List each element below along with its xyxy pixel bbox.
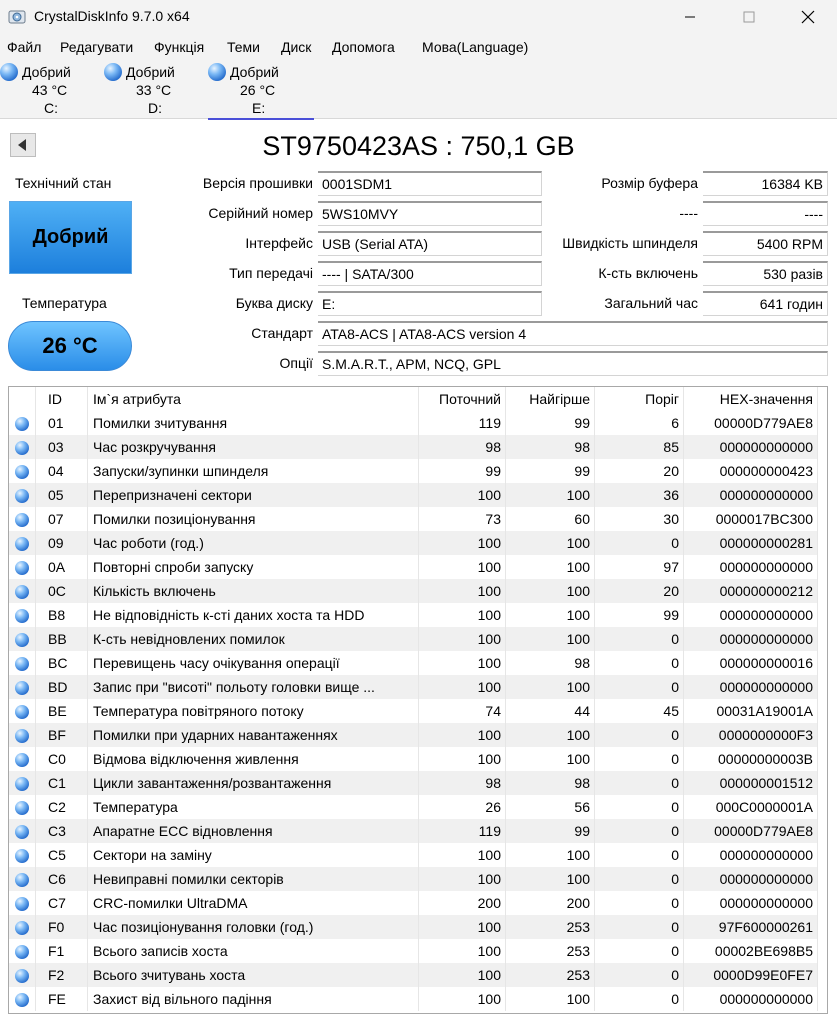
- firmware-label: Версія прошивки: [202, 175, 313, 191]
- attribute-current: 100: [419, 843, 506, 867]
- attribute-threshold: 0: [595, 915, 684, 939]
- table-row[interactable]: [9, 843, 818, 867]
- attribute-name: Запис при "висоті" польоту головки вище ...: [88, 675, 419, 699]
- attribute-id: C3: [36, 819, 88, 843]
- attribute-id: C0: [36, 747, 88, 771]
- attribute-worst: 100: [506, 579, 595, 603]
- attribute-current: 100: [419, 987, 506, 1011]
- status-cell: [9, 795, 36, 819]
- attribute-name: Температура повітряного потоку: [88, 699, 419, 723]
- health-good-icon: [15, 417, 29, 431]
- interface-field: USB (Serial ATA): [318, 231, 542, 256]
- health-good-icon: [208, 63, 226, 81]
- attribute-id: 0C: [36, 579, 88, 603]
- attribute-current: 100: [419, 675, 506, 699]
- blank-label: ----: [679, 205, 698, 221]
- drive-temp: 33 °C: [136, 82, 172, 98]
- table-row[interactable]: [9, 627, 818, 651]
- drive-letter: E:: [252, 100, 266, 116]
- blank-field: ----: [703, 201, 828, 226]
- health-good-icon: [15, 873, 29, 887]
- attribute-worst: 100: [506, 867, 595, 891]
- attribute-threshold: 6: [595, 411, 684, 435]
- table-row[interactable]: [9, 771, 818, 795]
- drive-status: Добрий: [230, 64, 279, 80]
- header-current[interactable]: Поточний: [419, 387, 506, 411]
- status-cell: [9, 435, 36, 459]
- status-cell: [9, 507, 36, 531]
- attribute-current: 100: [419, 723, 506, 747]
- attribute-current: 119: [419, 411, 506, 435]
- drive-tab-e[interactable]: [208, 62, 314, 120]
- health-good-icon: [15, 897, 29, 911]
- attribute-worst: 100: [506, 531, 595, 555]
- status-cell: [9, 747, 36, 771]
- temperature-label: Температура: [22, 295, 107, 311]
- standard-label: Стандарт: [251, 325, 313, 341]
- disk-title: ST9750423AS : 750,1 GB: [262, 131, 575, 161]
- drive-status: Добрий: [126, 64, 175, 80]
- drive-status: Добрий: [22, 64, 71, 80]
- attribute-current: 100: [419, 483, 506, 507]
- features-label: Опції: [279, 355, 313, 371]
- health-good-icon: [15, 801, 29, 815]
- status-cell: [9, 459, 36, 483]
- table-row[interactable]: [9, 411, 818, 435]
- attribute-id: 09: [36, 531, 88, 555]
- attribute-current: 100: [419, 915, 506, 939]
- attribute-id: 04: [36, 459, 88, 483]
- attribute-current: 26: [419, 795, 506, 819]
- table-row[interactable]: [9, 795, 818, 819]
- attribute-name: Всього зчитувань хоста: [88, 963, 419, 987]
- attribute-name: Запуски/зупинки шпинделя: [88, 459, 419, 483]
- attribute-id: BB: [36, 627, 88, 651]
- attribute-threshold: 45: [595, 699, 684, 723]
- attribute-worst: 200: [506, 891, 595, 915]
- status-cell: [9, 819, 36, 843]
- attribute-id: F2: [36, 963, 88, 987]
- attribute-current: 100: [419, 963, 506, 987]
- attribute-raw-hex: 000000000000: [684, 987, 818, 1011]
- attribute-id: C7: [36, 891, 88, 915]
- drive-temp: 26 °C: [240, 82, 276, 98]
- attribute-raw-hex: 000000000423: [684, 459, 818, 483]
- attribute-worst: 44: [506, 699, 595, 723]
- power-on-count-field: 530 разів: [703, 261, 828, 286]
- app-icon: [8, 8, 26, 26]
- attribute-threshold: 0: [595, 675, 684, 699]
- table-row[interactable]: [9, 723, 818, 747]
- status-cell: [9, 723, 36, 747]
- drive-letter-field: E:: [318, 291, 542, 316]
- attribute-id: B8: [36, 603, 88, 627]
- attribute-name: Всього записів хоста: [88, 939, 419, 963]
- attribute-raw-hex: 00000D779AE8: [684, 411, 818, 435]
- status-cell: [9, 579, 36, 603]
- attribute-raw-hex: 0000D99E0FE7: [684, 963, 818, 987]
- health-good-icon: [15, 633, 29, 647]
- attribute-name: Невиправні помилки секторів: [88, 867, 419, 891]
- table-row[interactable]: [9, 555, 818, 579]
- close-icon: [801, 10, 815, 24]
- menu-file[interactable]: Файл: [7, 39, 42, 55]
- attribute-id: BC: [36, 651, 88, 675]
- header-worst[interactable]: Найгірше: [506, 387, 595, 411]
- rotation-rate-field: 5400 RPM: [703, 231, 828, 256]
- attribute-worst: 100: [506, 483, 595, 507]
- table-row[interactable]: [9, 603, 818, 627]
- attribute-current: 98: [419, 435, 506, 459]
- attribute-worst: 100: [506, 675, 595, 699]
- attribute-raw-hex: 00000000003B: [684, 747, 818, 771]
- attribute-worst: 99: [506, 459, 595, 483]
- attribute-threshold: 0: [595, 963, 684, 987]
- buffer-size-field: 16384 KB: [703, 171, 828, 196]
- drive-letter: D:: [148, 100, 162, 116]
- attribute-worst: 253: [506, 939, 595, 963]
- attribute-threshold: 0: [595, 843, 684, 867]
- serial-field: 5WS10MVY: [318, 201, 542, 226]
- health-good-icon: [15, 513, 29, 527]
- attribute-raw-hex: 97F600000261: [684, 915, 818, 939]
- attribute-current: 119: [419, 819, 506, 843]
- attribute-name: Захист від вільного падіння: [88, 987, 419, 1011]
- attribute-worst: 100: [506, 627, 595, 651]
- attribute-name: Апаратне ECC відновлення: [88, 819, 419, 843]
- attribute-name: Не відповідність к-сті даних хоста та HDD: [88, 603, 419, 627]
- drive-temp: 43 °C: [32, 82, 68, 98]
- health-good-icon: [15, 993, 29, 1007]
- smart-attributes: [9, 387, 818, 1011]
- table-row[interactable]: [9, 891, 818, 915]
- health-good-icon: [15, 561, 29, 575]
- attribute-current: 99: [419, 459, 506, 483]
- status-cell: [9, 675, 36, 699]
- attribute-current: 100: [419, 939, 506, 963]
- table-row[interactable]: [9, 963, 818, 987]
- menu-language[interactable]: Мова(Language): [422, 39, 529, 55]
- attribute-id: 01: [36, 411, 88, 435]
- health-good-icon: [15, 705, 29, 719]
- interface-label: Інтерфейс: [245, 235, 313, 251]
- table-row[interactable]: [9, 675, 818, 699]
- drive-letter-label: Буква диску: [235, 295, 313, 311]
- power-on-count-label: К-сть включень: [598, 265, 698, 281]
- status-cell: [9, 891, 36, 915]
- attribute-id: F0: [36, 915, 88, 939]
- header-status[interactable]: [9, 387, 36, 411]
- attribute-current: 100: [419, 579, 506, 603]
- attribute-worst: 98: [506, 651, 595, 675]
- table-row[interactable]: [9, 531, 818, 555]
- attribute-id: FE: [36, 987, 88, 1011]
- attribute-name: К-сть невідновлених помилок: [88, 627, 419, 651]
- health-good-icon: [15, 921, 29, 935]
- attribute-current: 100: [419, 651, 506, 675]
- attribute-raw-hex: 000000000000: [684, 483, 818, 507]
- attribute-raw-hex: 0000017BC300: [684, 507, 818, 531]
- attribute-current: 98: [419, 771, 506, 795]
- attribute-threshold: 0: [595, 867, 684, 891]
- close-button[interactable]: [785, 0, 831, 34]
- table-row[interactable]: [9, 819, 818, 843]
- attribute-raw-hex: 00031A19001A: [684, 699, 818, 723]
- attribute-threshold: 0: [595, 531, 684, 555]
- header-threshold[interactable]: Поріг: [595, 387, 684, 411]
- attribute-threshold: 0: [595, 819, 684, 843]
- attribute-raw-hex: 000000000212: [684, 579, 818, 603]
- table-row[interactable]: [9, 747, 818, 771]
- temperature-badge: 26 °C: [8, 321, 132, 371]
- attribute-threshold: 0: [595, 627, 684, 651]
- attribute-name: Помилки при ударних навантаженнях: [88, 723, 419, 747]
- attribute-current: 100: [419, 555, 506, 579]
- attribute-worst: 98: [506, 771, 595, 795]
- attribute-threshold: 0: [595, 771, 684, 795]
- table-row[interactable]: [9, 699, 818, 723]
- minimize-icon: [684, 11, 696, 23]
- table-row[interactable]: [9, 915, 818, 939]
- attribute-name: Температура: [88, 795, 419, 819]
- power-on-hours-field: 641 годин: [703, 291, 828, 316]
- drive-letter: C:: [44, 100, 58, 116]
- smart-table[interactable]: [8, 386, 828, 1014]
- attribute-worst: 60: [506, 507, 595, 531]
- drive-tab-d[interactable]: [104, 62, 210, 118]
- attribute-worst: 56: [506, 795, 595, 819]
- health-good-icon: [15, 441, 29, 455]
- attribute-raw-hex: 00002BE698B5: [684, 939, 818, 963]
- menu-help[interactable]: Допомога: [332, 39, 395, 55]
- menu-edit[interactable]: Редагувати: [60, 39, 134, 55]
- attribute-worst: 100: [506, 747, 595, 771]
- status-cell: [9, 915, 36, 939]
- status-cell: [9, 987, 36, 1011]
- attribute-raw-hex: 000000000281: [684, 531, 818, 555]
- attribute-threshold: 0: [595, 987, 684, 1011]
- attribute-worst: 99: [506, 819, 595, 843]
- standard-field: ATA8-ACS | ATA8-ACS version 4: [318, 321, 828, 346]
- attribute-name: Час роботи (год.): [88, 531, 419, 555]
- attribute-threshold: 0: [595, 723, 684, 747]
- attribute-threshold: 0: [595, 891, 684, 915]
- attribute-id: C1: [36, 771, 88, 795]
- table-row[interactable]: [9, 579, 818, 603]
- attribute-worst: 100: [506, 723, 595, 747]
- drive-tab-c[interactable]: [0, 62, 106, 118]
- menu-function[interactable]: Функція: [154, 39, 205, 55]
- health-good-icon: [15, 537, 29, 551]
- health-good-icon: [15, 465, 29, 479]
- table-row[interactable]: [9, 459, 818, 483]
- attribute-raw-hex: 000000000000: [684, 603, 818, 627]
- table-row[interactable]: [9, 435, 818, 459]
- attribute-name: CRC-помилки UltraDMA: [88, 891, 419, 915]
- status-cell: [9, 531, 36, 555]
- health-good-icon: [15, 825, 29, 839]
- table-row[interactable]: [9, 867, 818, 891]
- attribute-name: Повторні спроби запуску: [88, 555, 419, 579]
- attribute-worst: 100: [506, 843, 595, 867]
- status-cell: [9, 843, 36, 867]
- status-cell: [9, 651, 36, 675]
- attribute-id: C6: [36, 867, 88, 891]
- menu-themes[interactable]: Теми: [227, 39, 260, 55]
- health-good-icon: [15, 753, 29, 767]
- attribute-worst: 99: [506, 411, 595, 435]
- attribute-worst: 100: [506, 555, 595, 579]
- health-status-button[interactable]: Добрий: [9, 201, 132, 274]
- attribute-threshold: 0: [595, 747, 684, 771]
- attribute-threshold: 0: [595, 939, 684, 963]
- attribute-raw-hex: 000000000000: [684, 891, 818, 915]
- attribute-worst: 100: [506, 603, 595, 627]
- table-row[interactable]: [9, 651, 818, 675]
- attribute-current: 100: [419, 747, 506, 771]
- status-cell: [9, 411, 36, 435]
- attribute-id: 0A: [36, 555, 88, 579]
- attribute-threshold: 20: [595, 579, 684, 603]
- rotation-rate-label: Швидкість шпинделя: [562, 235, 698, 251]
- attribute-raw-hex: 000000000000: [684, 675, 818, 699]
- attribute-id: 07: [36, 507, 88, 531]
- attribute-raw-hex: 000000000000: [684, 627, 818, 651]
- attribute-raw-hex: 0000000000F3: [684, 723, 818, 747]
- attribute-id: 05: [36, 483, 88, 507]
- attribute-id: BF: [36, 723, 88, 747]
- attribute-current: 100: [419, 531, 506, 555]
- status-cell: [9, 627, 36, 651]
- status-cell: [9, 939, 36, 963]
- health-good-icon: [0, 63, 18, 81]
- attribute-current: 100: [419, 627, 506, 651]
- health-good-icon: [15, 489, 29, 503]
- features-field: S.M.A.R.T., APM, NCQ, GPL: [318, 351, 828, 376]
- attribute-threshold: 0: [595, 795, 684, 819]
- status-cell: [9, 963, 36, 987]
- attribute-current: 73: [419, 507, 506, 531]
- status-cell: [9, 699, 36, 723]
- health-good-icon: [15, 585, 29, 599]
- attribute-id: BD: [36, 675, 88, 699]
- attribute-raw-hex: 000000000000: [684, 435, 818, 459]
- status-cell: [9, 867, 36, 891]
- attribute-id: 03: [36, 435, 88, 459]
- attribute-current: 200: [419, 891, 506, 915]
- maximize-button[interactable]: [726, 0, 772, 34]
- attribute-worst: 100: [506, 987, 595, 1011]
- attribute-raw-hex: 000C0000001A: [684, 795, 818, 819]
- header-id[interactable]: ID: [36, 387, 88, 411]
- header-raw-hex[interactable]: HEX-значення: [684, 387, 818, 411]
- status-cell: [9, 771, 36, 795]
- attribute-name: Сектори на заміну: [88, 843, 419, 867]
- status-cell: [9, 603, 36, 627]
- health-label: Технічний стан: [15, 175, 112, 191]
- attribute-raw-hex: 00000D779AE8: [684, 819, 818, 843]
- table-row[interactable]: [9, 939, 818, 963]
- table-row[interactable]: [9, 987, 818, 1011]
- table-row[interactable]: [9, 483, 818, 507]
- health-good-icon: [15, 609, 29, 623]
- health-good-icon: [15, 657, 29, 671]
- attribute-name: Час розкручування: [88, 435, 419, 459]
- attribute-threshold: 0: [595, 651, 684, 675]
- attribute-current: 74: [419, 699, 506, 723]
- attribute-name: Час позиціонування головки (год.): [88, 915, 419, 939]
- attribute-id: C5: [36, 843, 88, 867]
- attribute-worst: 253: [506, 963, 595, 987]
- attribute-raw-hex: 000000000016: [684, 651, 818, 675]
- attribute-id: C2: [36, 795, 88, 819]
- attribute-raw-hex: 000000000000: [684, 843, 818, 867]
- attribute-threshold: 36: [595, 483, 684, 507]
- serial-label: Серійний номер: [208, 205, 313, 221]
- health-good-icon: [15, 777, 29, 791]
- status-cell: [9, 555, 36, 579]
- attribute-worst: 253: [506, 915, 595, 939]
- power-on-hours-label: Загальний час: [604, 295, 698, 311]
- health-good-icon: [15, 729, 29, 743]
- attribute-raw-hex: 000000000000: [684, 555, 818, 579]
- attribute-threshold: 85: [595, 435, 684, 459]
- attribute-name: Відмова відключення живлення: [88, 747, 419, 771]
- attribute-threshold: 30: [595, 507, 684, 531]
- health-good-icon: [15, 681, 29, 695]
- attribute-name: Цикли завантаження/розвантаження: [88, 771, 419, 795]
- attribute-current: 100: [419, 603, 506, 627]
- attribute-name: Помилки позиціонування: [88, 507, 419, 531]
- table-row[interactable]: [9, 507, 818, 531]
- attribute-name: Кількість включень: [88, 579, 419, 603]
- health-good-icon: [104, 63, 122, 81]
- transfer-mode-label: Тип передачі: [229, 265, 313, 281]
- health-good-icon: [15, 969, 29, 983]
- menu-disk[interactable]: Диск: [281, 39, 312, 55]
- attribute-name: Перепризначені сектори: [88, 483, 419, 507]
- window-title: CrystalDiskInfo 9.7.0 x64: [34, 8, 190, 24]
- maximize-icon: [743, 11, 755, 23]
- attribute-id: BE: [36, 699, 88, 723]
- transfer-mode-field: ---- | SATA/300: [318, 261, 542, 286]
- attribute-raw-hex: 000000000000: [684, 867, 818, 891]
- header-attribute-name[interactable]: Ім`я атрибута: [88, 387, 419, 411]
- health-good-icon: [15, 945, 29, 959]
- minimize-button[interactable]: [667, 0, 713, 34]
- attribute-name: Перевищень часу очікування операції: [88, 651, 419, 675]
- attribute-raw-hex: 000000001512: [684, 771, 818, 795]
- attribute-id: F1: [36, 939, 88, 963]
- health-good-icon: [15, 849, 29, 863]
- attribute-worst: 98: [506, 435, 595, 459]
- attribute-threshold: 99: [595, 603, 684, 627]
- attribute-threshold: 97: [595, 555, 684, 579]
- firmware-field: 0001SDM1: [318, 171, 542, 196]
- buffer-size-label: Розмір буфера: [601, 175, 698, 191]
- attribute-threshold: 20: [595, 459, 684, 483]
- attribute-current: 100: [419, 867, 506, 891]
- status-cell: [9, 483, 36, 507]
- attribute-name: Помилки зчитування: [88, 411, 419, 435]
